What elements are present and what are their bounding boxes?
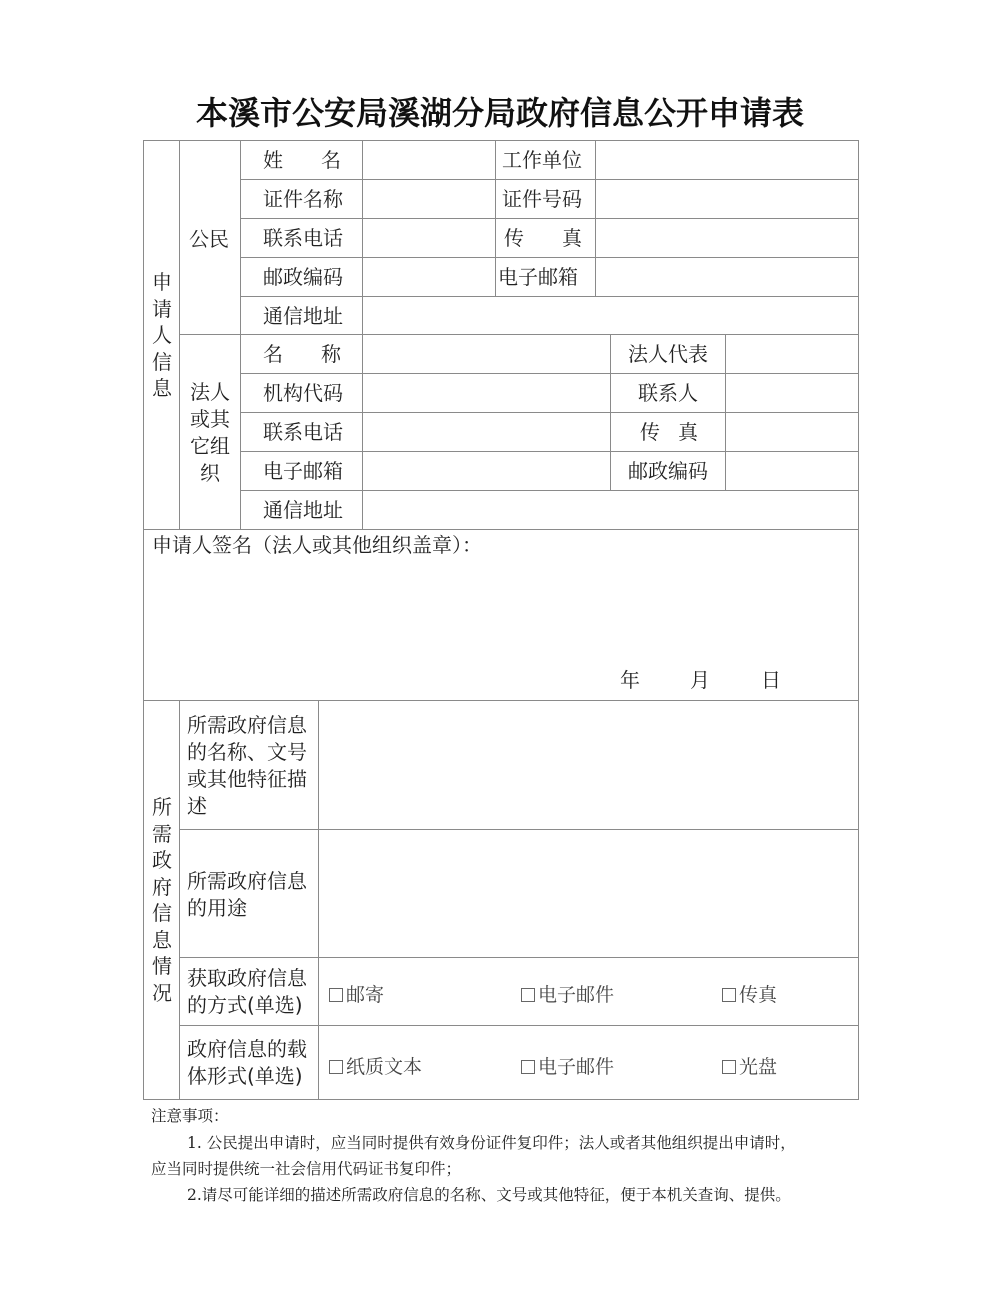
org-legal-rep-label-cell [611, 335, 726, 374]
method-label: 获取政府信息的方式(单选) [187, 966, 307, 1017]
citizen-name-label: 姓 名 [263, 148, 341, 172]
applicant-section-label: 申请人信息 [152, 270, 172, 400]
org-code-value-cell[interactable] [363, 374, 611, 413]
citizen-fax-label: 传 真 [504, 226, 582, 250]
org-email-value-cell[interactable] [363, 452, 611, 491]
citizen-name-value-cell[interactable] [363, 141, 496, 180]
citizen-postcode-value-cell[interactable] [363, 258, 496, 297]
org-fax-label: 传 真 [640, 420, 698, 444]
format-options-cell [319, 1026, 859, 1100]
applicant-section-label-cell [144, 141, 180, 530]
org-group-label-cell [180, 335, 241, 530]
org-legal-rep-value-cell[interactable] [726, 335, 859, 374]
citizen-phone-label-cell [241, 219, 363, 258]
notes-line-1b: 应当同时提供统一社会信用代码证书复印件； [151, 1160, 462, 1178]
format-option-disc[interactable]: 光盘 [722, 1052, 777, 1079]
citizen-workplace-label: 工作单位 [502, 148, 582, 172]
citizen-address-label-cell [241, 297, 363, 335]
org-address-label-cell [241, 491, 363, 530]
org-code-label: 机构代码 [263, 381, 343, 405]
purpose-label-cell [180, 830, 319, 958]
method-option-mail[interactable]: 邮寄 [329, 980, 384, 1007]
description-label-cell [180, 701, 319, 830]
signature-year: 年 [620, 668, 640, 692]
citizen-id-number-label: 证件号码 [502, 187, 582, 211]
format-option-email[interactable]: 电子邮件 [521, 1052, 614, 1079]
org-name-label: 名 称 [263, 342, 341, 366]
signature-day: 日 [761, 668, 781, 692]
checkbox-icon[interactable] [329, 988, 343, 1002]
checkbox-icon[interactable] [521, 988, 535, 1002]
citizen-group-label-cell [180, 141, 241, 335]
citizen-id-number-value-cell[interactable] [596, 180, 859, 219]
citizen-postcode-label: 邮政编码 [263, 265, 343, 289]
citizen-address-label: 通信地址 [263, 304, 343, 328]
citizen-fax-label-cell [496, 219, 596, 258]
signature-label: 申请人签名（法人或其他组织盖章）： [152, 533, 482, 557]
org-phone-label-cell [241, 413, 363, 452]
citizen-email-value-cell[interactable] [596, 258, 859, 297]
citizen-postcode-label-cell [241, 258, 363, 297]
citizen-workplace-value-cell[interactable] [596, 141, 859, 180]
org-postcode-value-cell[interactable] [726, 452, 859, 491]
checkbox-icon[interactable] [329, 1060, 343, 1074]
method-options-cell [319, 958, 859, 1026]
org-contact-value-cell[interactable] [726, 374, 859, 413]
application-form-table [143, 140, 859, 1100]
citizen-email-label: 电子邮箱 [498, 265, 578, 289]
citizen-phone-value-cell[interactable] [363, 219, 496, 258]
org-contact-label-cell [611, 374, 726, 413]
notes-line-1a: 1. 公民提出申请时，应当同时提供有效身份证件复印件；法人或者其他组织提出申请时， [187, 1134, 796, 1152]
method-option-fax[interactable]: 传真 [722, 980, 777, 1007]
org-code-label-cell [241, 374, 363, 413]
citizen-name-label-cell [241, 141, 363, 180]
org-legal-rep-label: 法人代表 [628, 342, 708, 366]
info-section-label: 所需政府信息情况 [152, 795, 172, 1005]
format-option-paper[interactable]: 纸质文本 [329, 1052, 422, 1079]
citizen-phone-label: 联系电话 [263, 226, 343, 250]
org-email-label-cell [241, 452, 363, 491]
description-value-cell[interactable] [319, 701, 859, 830]
method-label-cell [180, 958, 319, 1026]
org-name-value-cell[interactable] [363, 335, 611, 374]
description-label: 所需政府信息的名称、文号或其他特征描述 [187, 713, 307, 818]
org-fax-value-cell[interactable] [726, 413, 859, 452]
citizen-fax-value-cell[interactable] [596, 219, 859, 258]
org-phone-label: 联系电话 [263, 420, 343, 444]
citizen-email-label-cell [496, 258, 596, 297]
notes-heading: 注意事项： [151, 1107, 229, 1125]
form-title: 本溪市公安局溪湖分局政府信息公开申请表 [195, 94, 804, 132]
method-option-email[interactable]: 电子邮件 [521, 980, 614, 1007]
org-group-label: 法人或其它组织 [190, 380, 230, 485]
org-postcode-label: 邮政编码 [628, 459, 708, 483]
info-section-label-cell [144, 701, 180, 1100]
org-phone-value-cell[interactable] [363, 413, 611, 452]
citizen-group-label: 公民 [189, 227, 229, 251]
notes-line-2: 2.请尽可能详细的描述所需政府信息的名称、文号或其他特征，便于本机关查询、提供。 [187, 1186, 791, 1204]
org-address-label: 通信地址 [263, 498, 343, 522]
checkbox-icon[interactable] [521, 1060, 535, 1074]
format-label-cell [180, 1026, 319, 1100]
org-address-value-cell[interactable] [363, 491, 859, 530]
purpose-label: 所需政府信息的用途 [187, 869, 307, 920]
org-email-label: 电子邮箱 [263, 459, 343, 483]
org-name-label-cell [241, 335, 363, 374]
signature-cell[interactable] [144, 530, 859, 701]
citizen-id-type-label: 证件名称 [263, 187, 343, 211]
purpose-value-cell[interactable] [319, 830, 859, 958]
org-fax-label-cell [611, 413, 726, 452]
checkbox-icon[interactable] [722, 988, 736, 1002]
citizen-id-number-label-cell [496, 180, 596, 219]
signature-month: 月 [690, 668, 710, 692]
org-postcode-label-cell [611, 452, 726, 491]
checkbox-icon[interactable] [722, 1060, 736, 1074]
citizen-id-type-value-cell[interactable] [363, 180, 496, 219]
citizen-address-value-cell[interactable] [363, 297, 859, 335]
citizen-workplace-label-cell [496, 141, 596, 180]
citizen-id-type-label-cell [241, 180, 363, 219]
org-contact-label: 联系人 [638, 381, 698, 405]
format-label: 政府信息的载体形式(单选) [187, 1037, 307, 1088]
